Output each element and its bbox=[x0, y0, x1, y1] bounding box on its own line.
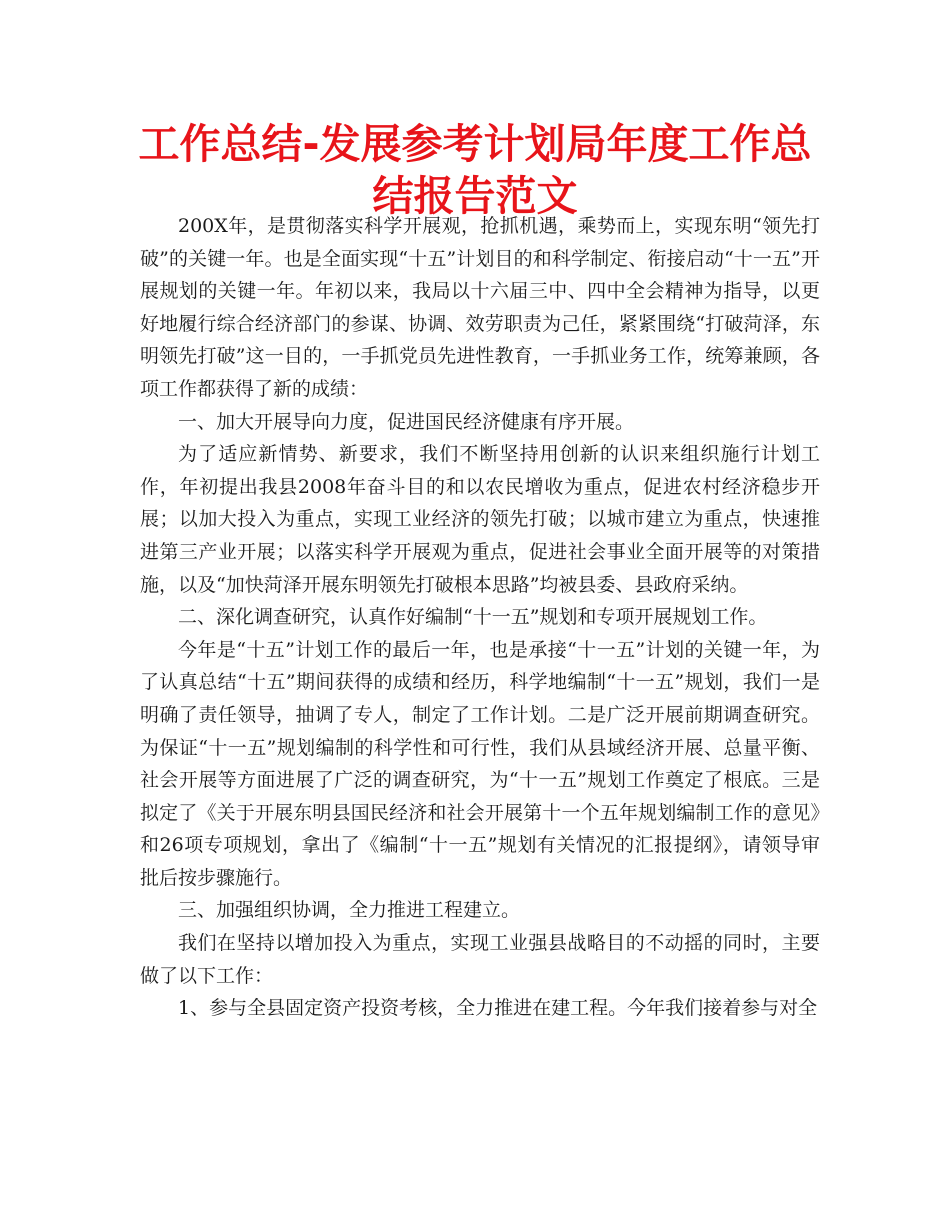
section-heading: 三、加强组织协调，全力推进工程建立。 bbox=[178, 899, 521, 922]
paragraph: 我们在坚持以增加投入为重点，实现工业强县战略目的不动摇的同时，主要做了以下工作： bbox=[140, 932, 820, 987]
paragraph: 今年是“十五”计划工作的最后一年，也是承接“十一五”计划的关键一年，为了认真总结“十五”期间获得的成绩和经历，科学地编制“十一五”规划，我们一是明确了责任领导，抽调了专人，制定了工作计划。二是广泛开展前期调查研究。为保证“十一五”规划编制的科学性和可行性，我们从县域经济开展、总量平衡、社会开展等方面进展了广泛的调查研究，为“十一五”规划工作奠定了根底。三是拟定了《关于开展东明县国民经济和社会开展第十一个五年规划编制工作的意见》和26项专项规划，拿出了《编制“十一五”规划有关情况的汇报提纲》，请领导审批后按步骤施行。 bbox=[140, 638, 820, 889]
paragraph: 1、参与全县固定资产投资考核，全力推进在建工程。今年我们接着参与对全 bbox=[178, 997, 818, 1020]
section-heading: 一、加大开展导向力度，促进国民经济健康有序开展。 bbox=[178, 410, 635, 433]
document-title: 工作总结-发展参考计划局年度工作总结报告范文 bbox=[138, 120, 812, 220]
document-body bbox=[140, 210, 820, 1025]
paragraph: 200X年，是贯彻落实科学开展观，抢抓机遇，乘势而上，实现东明“领先打破”的关键一年。也是全面实现“十五”计划目的和科学制定、衔接启动“十一五”开展规划的关键一年。年初以来，我局以十六届三中、四中全会精神为指导，以更好地履行综合经济部门的参谋、协调、效劳职责为己任，紧紧围绕“打破菏泽，东明领先打破”这一目的，一手抓党员先进性教育，一手抓业务工作，统筹兼顾，各项工作都获得了新的成绩： bbox=[140, 215, 820, 400]
paragraph: 为了适应新情势、新要求，我们不断坚持用创新的认识来组织施行计划工作，年初提出我县2008年奋斗目的和以农民增收为重点，促进农村经济稳步开展；以加大投入为重点，实现工业经济的领先打破；以城市建立为重点，快速推进第三产业开展；以落实科学开展观为重点，促进社会事业全面开展等的对策措施，以及“加快菏泽开展东明领先打破根本思路”均被县委、县政府采纳。 bbox=[140, 443, 820, 596]
section-heading: 二、深化调查研究，认真作好编制“十一五”规划和专项开展规划工作。 bbox=[178, 606, 768, 629]
